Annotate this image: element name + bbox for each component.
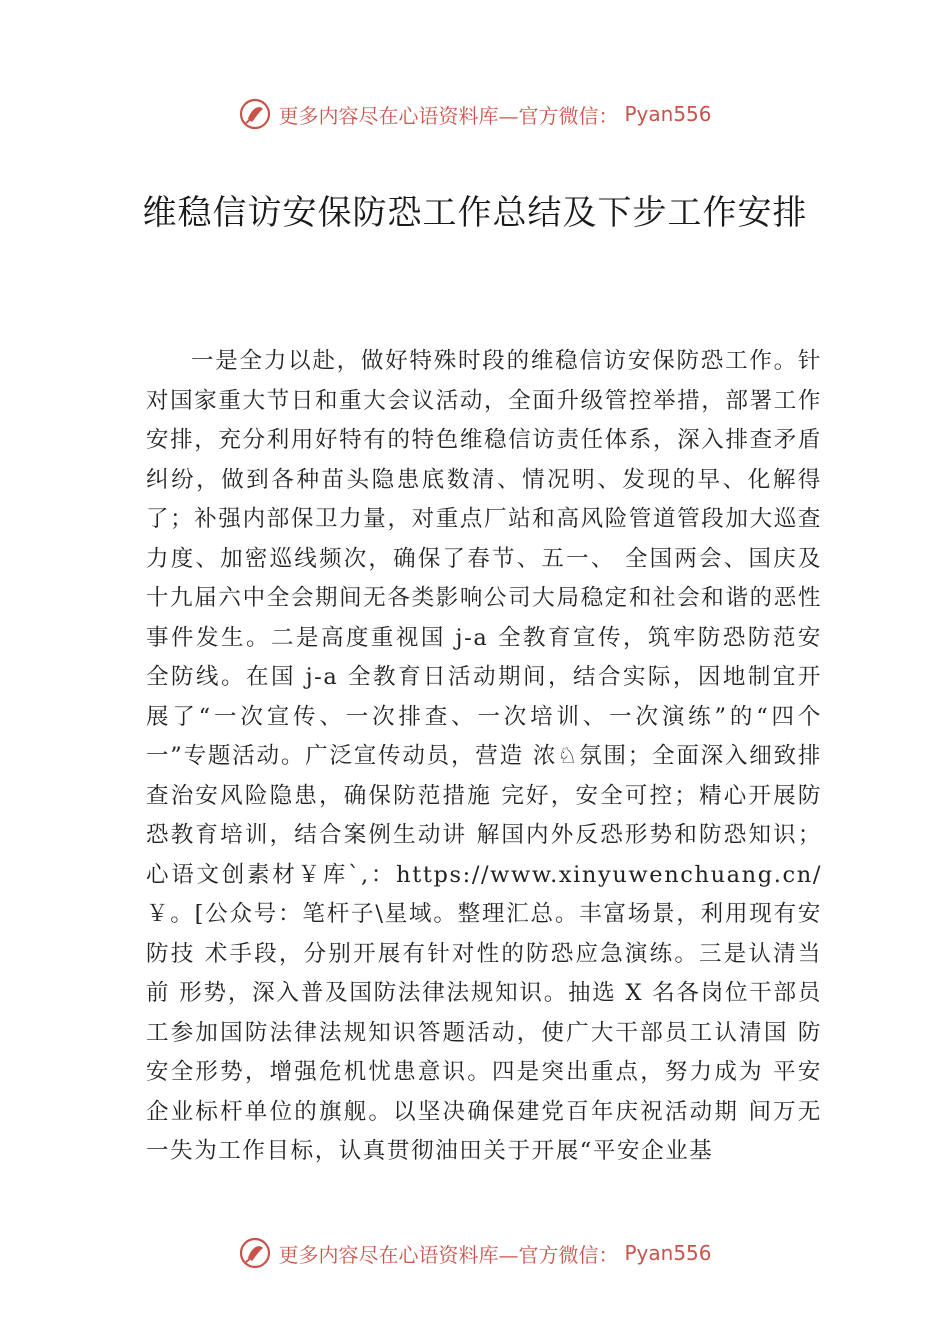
wechat-id: Pyan556	[624, 1241, 712, 1265]
wechat-id: Pyan556	[624, 102, 712, 126]
footer-banner	[0, 1233, 950, 1273]
document-title: 维稳信访安保防恐工作总结及下步工作安排	[142, 193, 808, 233]
document-body: 一是全力以赴，做好特殊时段的维稳信访安保防恐工作。针对国家重大节日和重大会议活动，全面升级管控举措，部署工作安排，充分利用好特有的特色维稳信访责任体系，深入排查矛盾纠纷，做到各种苗头隐患底数清、情况明、发现的早、化解得了；补强内部保卫力量，对重点厂站和高风险管道管段加大巡查力度、加密巡线频次，确保了春节、五一、 全国两会、国庆及十九届六中全会期间无各类影响公司大局稳定和社会和谐的恶性事件发生。二是高度重视国 j-a 全教育宣传，筑牢防恐防范安全防线。在国 j-a 全教育日活动期间，结合实际，因地制宜开展了“一次宣传、一次排查、一次培训、一次演练”的“四个一”专题活动。广泛宣传动员，营造 浓♘氛围；全面深入细致排查治安风险隐患，确保防范措施 完好，安全可控；精心开展防恐教育培训，结合案例生动讲 解国内外反恐形势和防恐知识；心语文创素材￥库`,：https://www.xinyuwenchuang.cn/￥。[公众号：笔杆子\星域。整理汇总。丰富场景，利用现有安防技 术手段，分别开展有针对性的防恐应急演练。三是认清当前 形势，深入普及国防法律法规知识。抽选 X 名各岗位干部员工参加国防法律法规知识答题活动，使广大干部员工认清国 防安全形势，增强危机忧患意识。四是突出重点，努力成为 平安企业标杆单位的旗舰。以坚决确保建党百年庆祝活动期 间万无一失为工作目标，认真贯彻油田关于开展“平安企业基	[146, 348, 822, 1164]
banner-text: 更多内容尽在心语资料库—官方微信：	[278, 103, 619, 128]
seal-logo-icon	[238, 1236, 272, 1270]
seal-logo-icon	[238, 97, 272, 131]
header-banner	[0, 94, 950, 134]
banner-text: 更多内容尽在心语资料库—官方微信：	[278, 1242, 619, 1267]
